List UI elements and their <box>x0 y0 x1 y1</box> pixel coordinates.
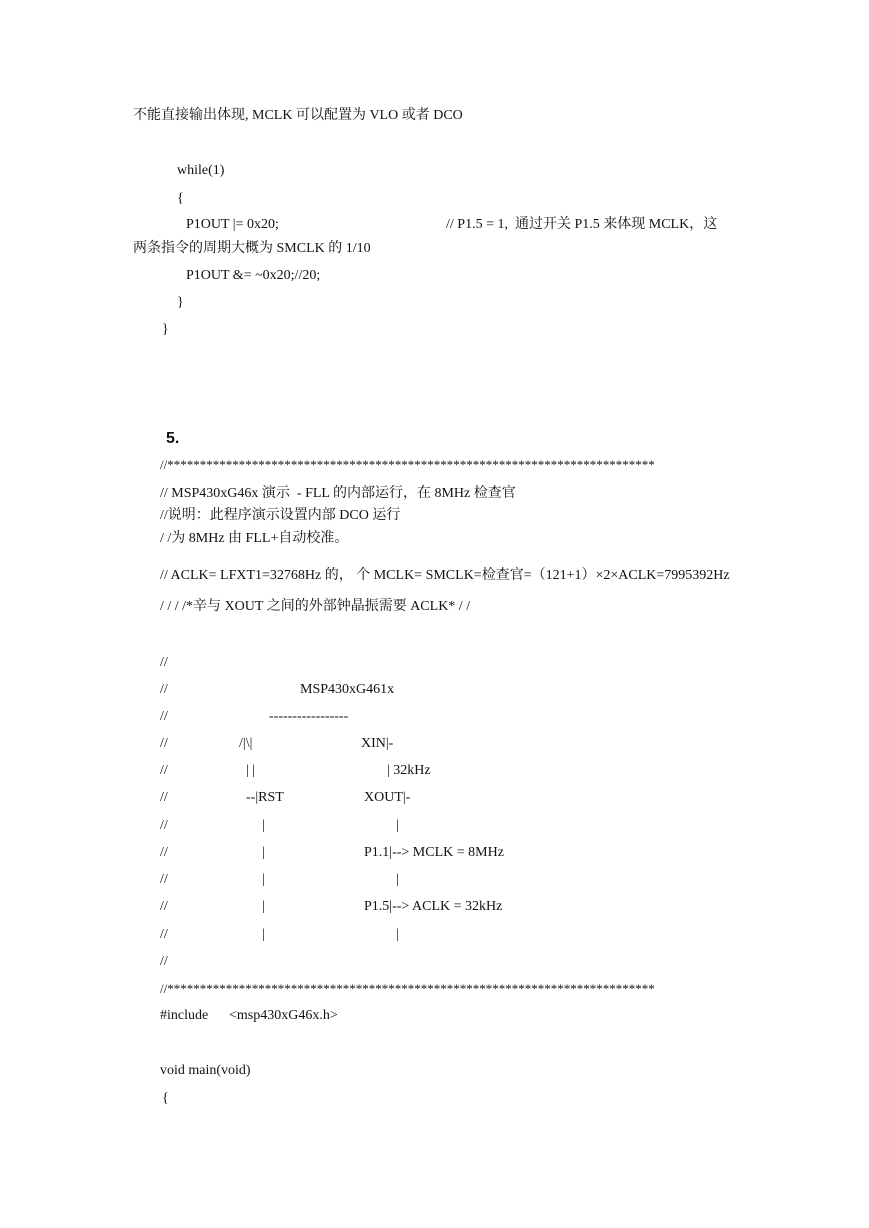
code-while: while(1) <box>177 163 225 178</box>
diagram-vcc: /|\| <box>239 736 253 751</box>
code-close-brace-outer: } <box>162 322 169 337</box>
code-p1out-set-comment: // P1.5 = 1, 通过开关 P1.5 来体现 MCLK，这 <box>446 217 718 232</box>
include-file: <msp430xG46x.h> <box>229 1008 338 1023</box>
diagram-rst: --|RST <box>246 790 284 805</box>
diagram-prefix: // <box>160 818 168 833</box>
code-p1out-clear: P1OUT &= ~0x20;//20; <box>186 268 321 283</box>
diagram-prefix: // <box>160 927 168 942</box>
diagram-bars: | | <box>246 763 256 778</box>
diagram-chip-name: MSP430xG461x <box>300 682 395 697</box>
diagram-prefix: // <box>160 845 168 860</box>
diagram-prefix: // <box>160 682 168 697</box>
comment-line-3: / /为 8MHz 由 FLL+自动校准。 <box>160 531 349 546</box>
diagram-chip-border: ----------------- <box>269 709 349 724</box>
diagram-prefix: // <box>160 655 168 670</box>
diagram-bar: | <box>396 872 399 887</box>
diagram-p15-aclk: P1.5|--> ACLK = 32kHz <box>364 899 503 914</box>
diagram-prefix: // <box>160 763 168 778</box>
include-keyword: #include <box>160 1008 209 1023</box>
section-number: 5. <box>166 430 180 447</box>
diagram-bar: | <box>262 872 265 887</box>
main-declaration: void main(void) <box>160 1063 251 1078</box>
diagram-prefix: // <box>160 790 168 805</box>
intro-text: 不能直接输出体现, MCLK 可以配置为 VLO 或者 DCO <box>133 108 463 123</box>
stars-divider-top: //*************************************************************************** <box>160 457 655 472</box>
aclk-formula: // ACLK= LFXT1=32768Hz 的， 个 MCLK= SMCLK=检查官=（121+1）×2×ACLK=7995392Hz <box>160 568 730 583</box>
diagram-bar: | <box>396 927 399 942</box>
stars-divider-bottom: //*************************************************************************** <box>160 981 655 996</box>
diagram-xout: XOUT|- <box>364 790 411 805</box>
diagram-bar: | <box>262 927 265 942</box>
diagram-prefix: // <box>160 872 168 887</box>
code-comment-wrap: 两条指令的周期大概为 SMCLK 的 1/10 <box>133 241 371 256</box>
comment-line-1: // MSP430xG46x 演示 - FLL 的内部运行，在 8MHz 检查官 <box>160 486 516 501</box>
diagram-bar: | <box>262 845 265 860</box>
crystal-note: / / / /*辛与 XOUT 之间的外部钟晶振需要 ACLK* / / <box>160 599 471 614</box>
diagram-prefix: // <box>160 736 168 751</box>
diagram-bar: | <box>262 899 265 914</box>
main-open-brace: { <box>162 1091 169 1106</box>
diagram-prefix: // <box>160 954 168 969</box>
diagram-crystal-freq: | 32kHz <box>387 763 431 778</box>
diagram-bar: | <box>262 818 265 833</box>
comment-line-2: //说明：此程序演示设置内部 DCO 运行 <box>160 508 401 523</box>
code-p1out-set: P1OUT |= 0x20; <box>186 217 279 232</box>
diagram-prefix: // <box>160 709 168 724</box>
diagram-prefix: // <box>160 899 168 914</box>
diagram-xin: XIN|- <box>361 736 394 751</box>
code-close-brace: } <box>177 295 184 310</box>
diagram-bar: | <box>396 818 399 833</box>
diagram-p11-mclk: P1.1|--> MCLK = 8MHz <box>364 845 504 860</box>
code-open-brace: { <box>177 191 184 206</box>
